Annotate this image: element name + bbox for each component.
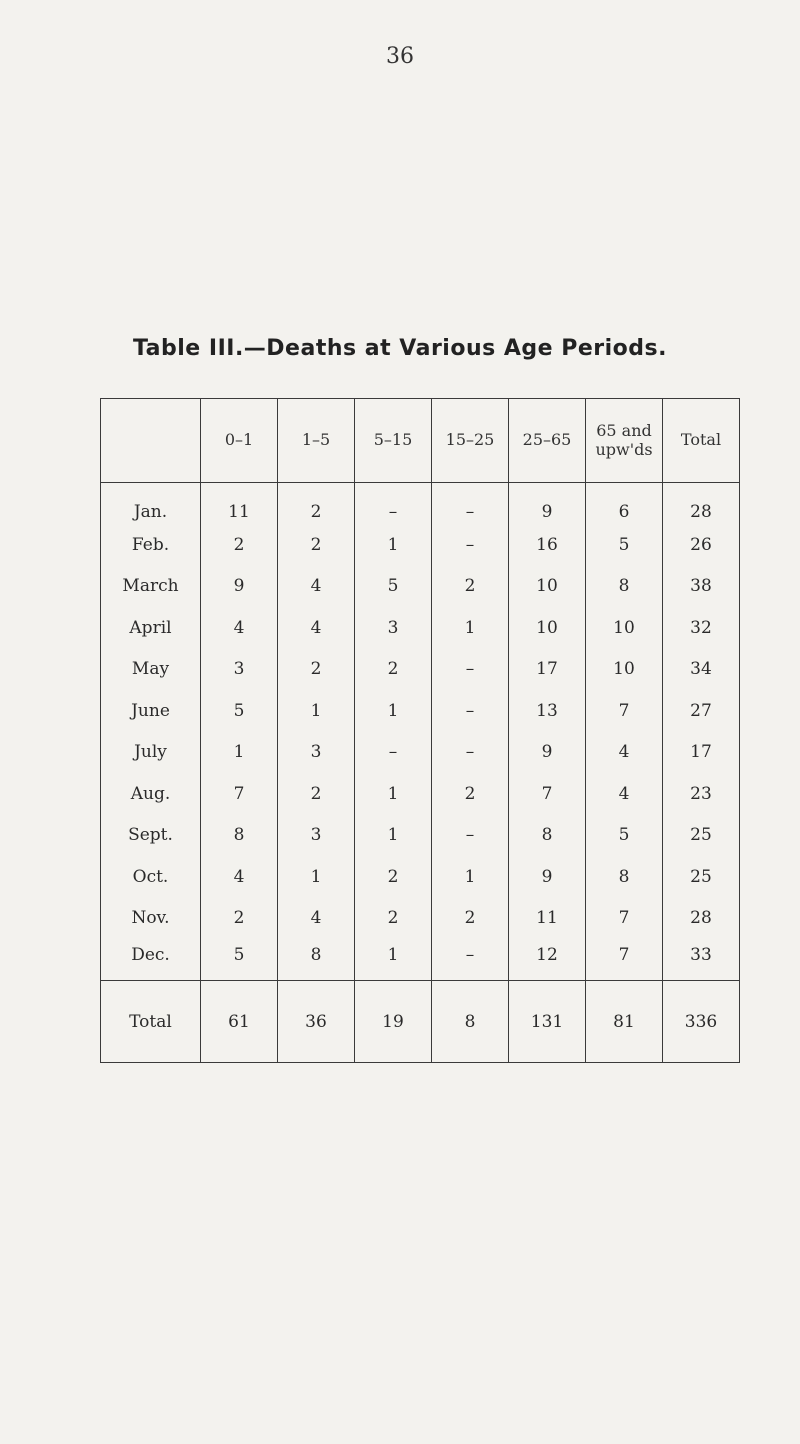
table-cell: 9 bbox=[509, 856, 586, 898]
table-cell: 2 bbox=[278, 649, 355, 691]
table-row bbox=[101, 649, 740, 691]
table-cell: 8 bbox=[278, 939, 355, 981]
table-cell: – bbox=[432, 732, 509, 774]
table-row bbox=[101, 773, 740, 815]
month-label: May bbox=[101, 649, 201, 691]
table-row bbox=[101, 898, 740, 940]
total-label: Total bbox=[101, 981, 201, 1063]
table-cell: 4 bbox=[278, 898, 355, 940]
table-cell: 2 bbox=[432, 566, 509, 608]
table-cell: 28 bbox=[663, 898, 740, 940]
total-cell: 81 bbox=[586, 981, 663, 1063]
column-header: 1–5 bbox=[278, 399, 355, 483]
total-cell: 131 bbox=[509, 981, 586, 1063]
table-cell: 10 bbox=[586, 649, 663, 691]
table-cell: 8 bbox=[586, 566, 663, 608]
table-cell: 2 bbox=[278, 773, 355, 815]
column-header: 5–15 bbox=[355, 399, 432, 483]
column-header: 15–25 bbox=[432, 399, 509, 483]
table-cell: 4 bbox=[586, 732, 663, 774]
table-cell: 1 bbox=[355, 815, 432, 857]
table-cell: 11 bbox=[509, 898, 586, 940]
total-cell: 36 bbox=[278, 981, 355, 1063]
table-cell: 33 bbox=[663, 939, 740, 981]
table-row bbox=[101, 607, 740, 649]
table-cell: 6 bbox=[586, 483, 663, 525]
table-cell: 5 bbox=[586, 815, 663, 857]
table-cell: 10 bbox=[586, 607, 663, 649]
table-cell: 5 bbox=[586, 524, 663, 566]
month-label: Feb. bbox=[101, 524, 201, 566]
table-row bbox=[101, 690, 740, 732]
month-label: March bbox=[101, 566, 201, 608]
table-cell: 17 bbox=[509, 649, 586, 691]
table-cell: – bbox=[432, 483, 509, 525]
table-cell: – bbox=[432, 939, 509, 981]
total-cell: 19 bbox=[355, 981, 432, 1063]
table-cell: 12 bbox=[509, 939, 586, 981]
table-cell: 2 bbox=[201, 524, 278, 566]
table-cell: 28 bbox=[663, 483, 740, 525]
table-cell: – bbox=[432, 649, 509, 691]
table-cell: 23 bbox=[663, 773, 740, 815]
month-label: Jan. bbox=[101, 483, 201, 525]
table-cell: 4 bbox=[201, 856, 278, 898]
table-cell: 1 bbox=[201, 732, 278, 774]
table-cell: 25 bbox=[663, 856, 740, 898]
month-label: Nov. bbox=[101, 898, 201, 940]
header-row bbox=[101, 399, 740, 483]
table-cell: 7 bbox=[586, 939, 663, 981]
total-cell: 336 bbox=[663, 981, 740, 1063]
table-cell: 1 bbox=[355, 939, 432, 981]
total-cell: 61 bbox=[201, 981, 278, 1063]
table-cell: 10 bbox=[509, 566, 586, 608]
table-cell: 17 bbox=[663, 732, 740, 774]
table-cell: 26 bbox=[663, 524, 740, 566]
table-cell: 2 bbox=[355, 898, 432, 940]
table-cell: 4 bbox=[201, 607, 278, 649]
table-cell: 5 bbox=[355, 566, 432, 608]
column-header: Total bbox=[663, 399, 740, 483]
table-cell: 4 bbox=[278, 607, 355, 649]
table-cell: 2 bbox=[278, 524, 355, 566]
column-header: 0–1 bbox=[201, 399, 278, 483]
table-title: Table III.—Deaths at Various Age Periods. bbox=[133, 336, 667, 361]
table-cell: – bbox=[432, 815, 509, 857]
table-row bbox=[101, 566, 740, 608]
table-cell: 3 bbox=[201, 649, 278, 691]
table-cell: 4 bbox=[586, 773, 663, 815]
table-body bbox=[101, 483, 740, 981]
table-cell: 16 bbox=[509, 524, 586, 566]
table-cell: 38 bbox=[663, 566, 740, 608]
table-cell: 2 bbox=[278, 483, 355, 525]
table-cell: 2 bbox=[201, 898, 278, 940]
table-cell: 3 bbox=[278, 732, 355, 774]
column-header: 25–65 bbox=[509, 399, 586, 483]
table-row bbox=[101, 732, 740, 774]
table-row bbox=[101, 856, 740, 898]
table-cell: 27 bbox=[663, 690, 740, 732]
table-cell: 5 bbox=[201, 939, 278, 981]
table-cell: 1 bbox=[432, 856, 509, 898]
table-cell: 1 bbox=[278, 690, 355, 732]
table-cell: 7 bbox=[509, 773, 586, 815]
table-cell: 7 bbox=[586, 898, 663, 940]
deaths-table bbox=[100, 398, 740, 1063]
table-cell: 2 bbox=[355, 856, 432, 898]
table-cell: – bbox=[432, 690, 509, 732]
table-cell: 34 bbox=[663, 649, 740, 691]
total-row bbox=[101, 981, 740, 1063]
table-cell: 10 bbox=[509, 607, 586, 649]
table-cell: 9 bbox=[509, 732, 586, 774]
month-label: Dec. bbox=[101, 939, 201, 981]
table-cell: 3 bbox=[355, 607, 432, 649]
table-cell: 25 bbox=[663, 815, 740, 857]
table-cell: 1 bbox=[355, 524, 432, 566]
table-cell: 1 bbox=[355, 690, 432, 732]
deaths-table-container bbox=[100, 398, 736, 1063]
table-cell: 11 bbox=[201, 483, 278, 525]
table-cell: 7 bbox=[586, 690, 663, 732]
table-cell: 7 bbox=[201, 773, 278, 815]
table-cell: 8 bbox=[586, 856, 663, 898]
month-label: June bbox=[101, 690, 201, 732]
table-cell: 4 bbox=[278, 566, 355, 608]
page-number: 36 bbox=[386, 44, 414, 69]
month-label: April bbox=[101, 607, 201, 649]
table-cell: 3 bbox=[278, 815, 355, 857]
table-cell: 8 bbox=[509, 815, 586, 857]
table-cell: 1 bbox=[278, 856, 355, 898]
total-cell: 8 bbox=[432, 981, 509, 1063]
table-cell: – bbox=[432, 524, 509, 566]
table-cell: – bbox=[355, 732, 432, 774]
month-label: Oct. bbox=[101, 856, 201, 898]
table-row bbox=[101, 939, 740, 981]
table-cell: 9 bbox=[201, 566, 278, 608]
table-row bbox=[101, 483, 740, 525]
table-cell: 13 bbox=[509, 690, 586, 732]
table-row bbox=[101, 815, 740, 857]
table-row bbox=[101, 524, 740, 566]
table-cell: 1 bbox=[355, 773, 432, 815]
table-cell: 32 bbox=[663, 607, 740, 649]
table-cell: – bbox=[355, 483, 432, 525]
header-blank bbox=[101, 399, 201, 483]
table-cell: 8 bbox=[201, 815, 278, 857]
month-label: July bbox=[101, 732, 201, 774]
table-cell: 2 bbox=[432, 773, 509, 815]
column-header: 65 and upw'ds bbox=[586, 399, 663, 483]
table-cell: 5 bbox=[201, 690, 278, 732]
table-cell: 2 bbox=[432, 898, 509, 940]
month-label: Sept. bbox=[101, 815, 201, 857]
month-label: Aug. bbox=[101, 773, 201, 815]
table-cell: 2 bbox=[355, 649, 432, 691]
table-cell: 1 bbox=[432, 607, 509, 649]
table-cell: 9 bbox=[509, 483, 586, 525]
